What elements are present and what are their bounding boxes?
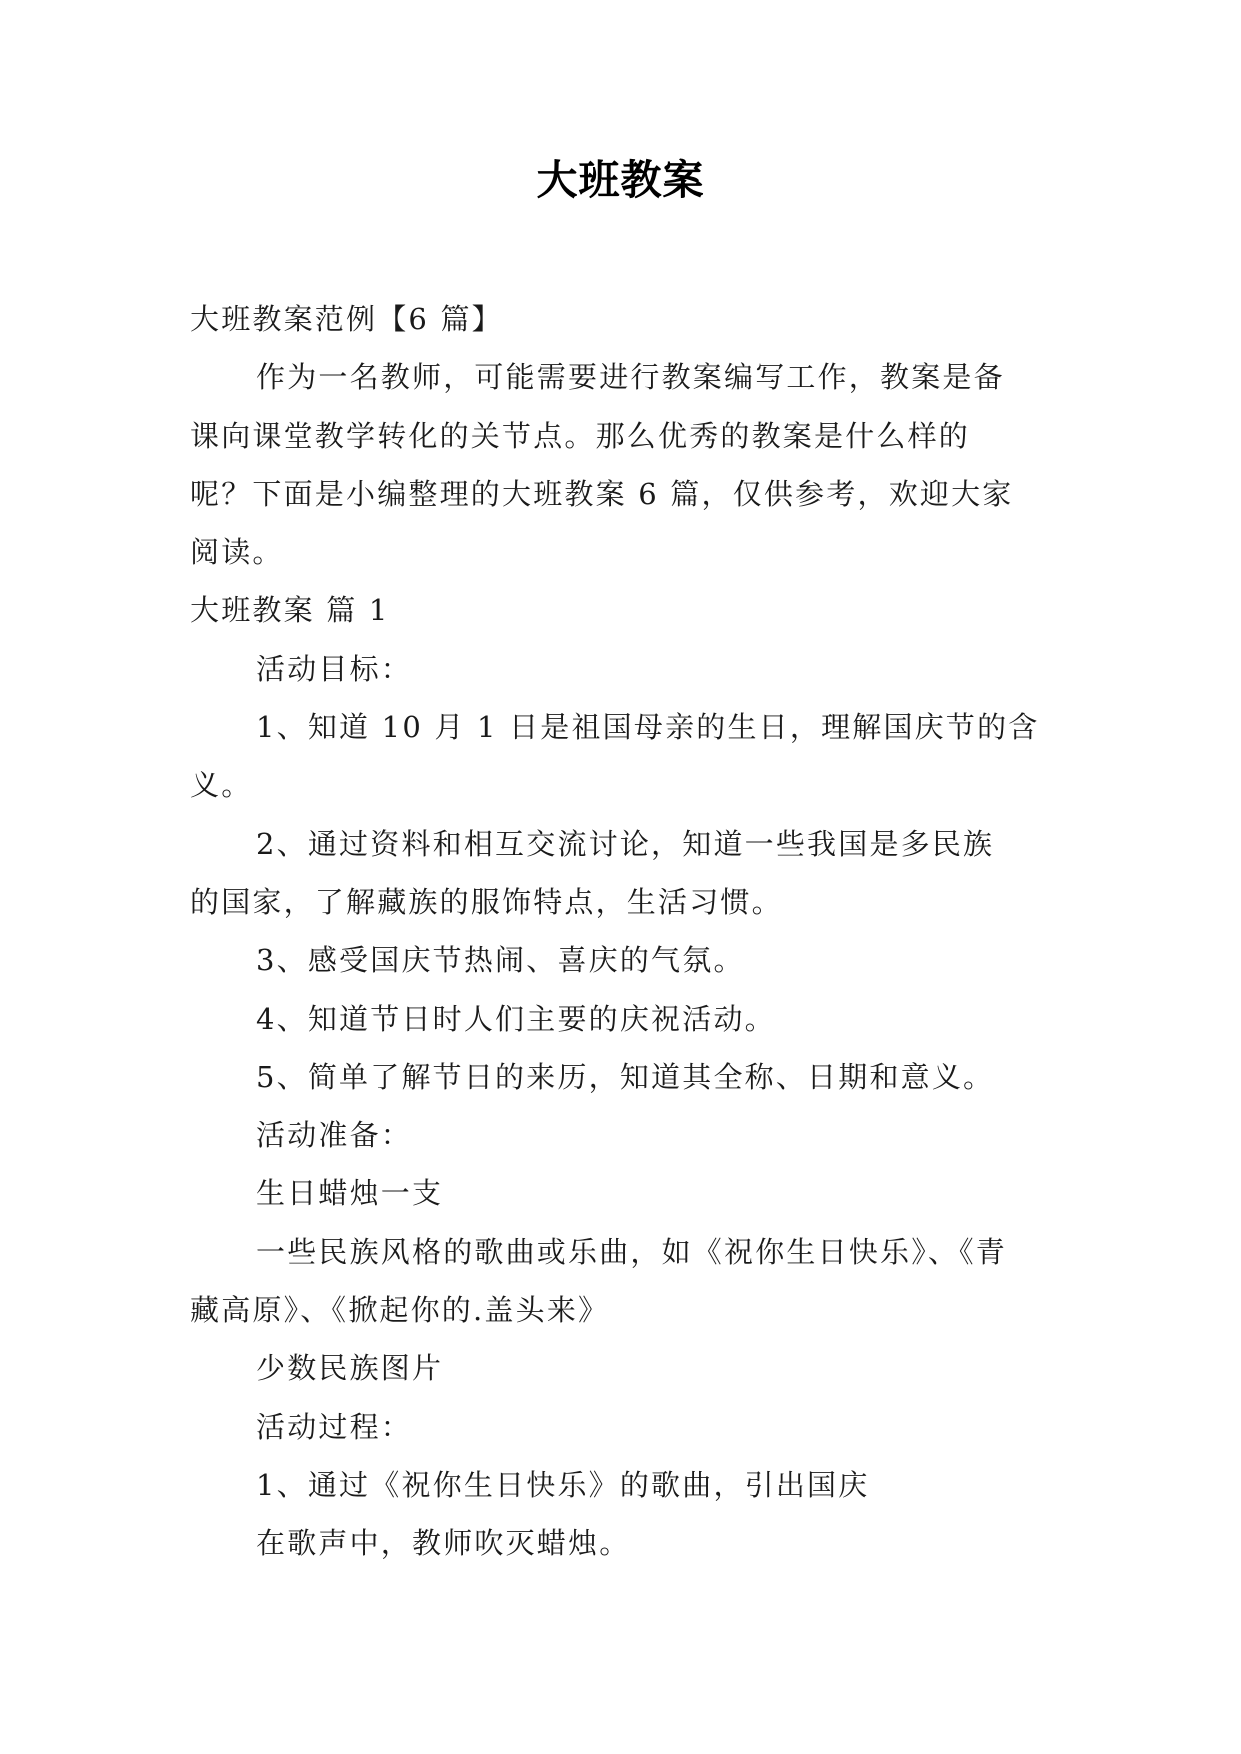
subsection-heading: 活动准备： [256,1118,413,1153]
paragraph-line: 3、感受国庆节热闹、喜庆的气氛。 [256,943,745,978]
paragraph-line: 5、简单了解节日的来历，知道其全称、日期和意义。 [256,1059,995,1094]
document-title: 大班教案 [536,156,705,204]
paragraph-line: 藏高原》、《掀起你的.盖头来》 [190,1293,610,1328]
paragraph-line: 在歌声中，教师吹灭蜡烛。 [256,1526,631,1561]
paragraph-line: 义。 [190,768,253,803]
paragraph-line: 课向课堂教学转化的关节点。那么优秀的教案是什么样的 [190,418,971,453]
paragraph-line: 1、知道 10 月 1 日是祖国母亲的生日，理解国庆节的含 [256,710,1040,745]
paragraph-line: 一些民族风格的歌曲或乐曲，如《祝你生日快乐》、《青 [256,1234,1008,1269]
paragraph-line: 阅读。 [190,535,284,570]
paragraph-line: 2、通过资料和相互交流讨论，知道一些我国是多民族 [256,826,995,861]
paragraph-line: 的国家，了解藏族的服饰特点，生活习惯。 [190,884,783,919]
document-body [190,290,1050,1573]
paragraph-line: 4、知道节日时人们主要的庆祝活动。 [256,1001,776,1036]
section-heading: 大班教案 篇 1 [190,593,390,628]
paragraph-line: 1、通过《祝你生日快乐》的歌曲，引出国庆 [256,1467,870,1502]
subsection-heading: 活动过程： [256,1409,413,1444]
paragraph-line: 呢？下面是小编整理的大班教案 6 篇，仅供参考，欢迎大家 [190,476,1014,511]
paragraph-line: 少数民族图片 [256,1351,444,1386]
subsection-heading: 活动目标： [256,651,413,686]
paragraph-line: 大班教案范例【6 篇】 [190,302,503,336]
paragraph-line: 生日蜡烛一支 [256,1176,444,1211]
paragraph-line: 作为一名教师，可能需要进行教案编写工作，教案是备 [256,360,1005,395]
